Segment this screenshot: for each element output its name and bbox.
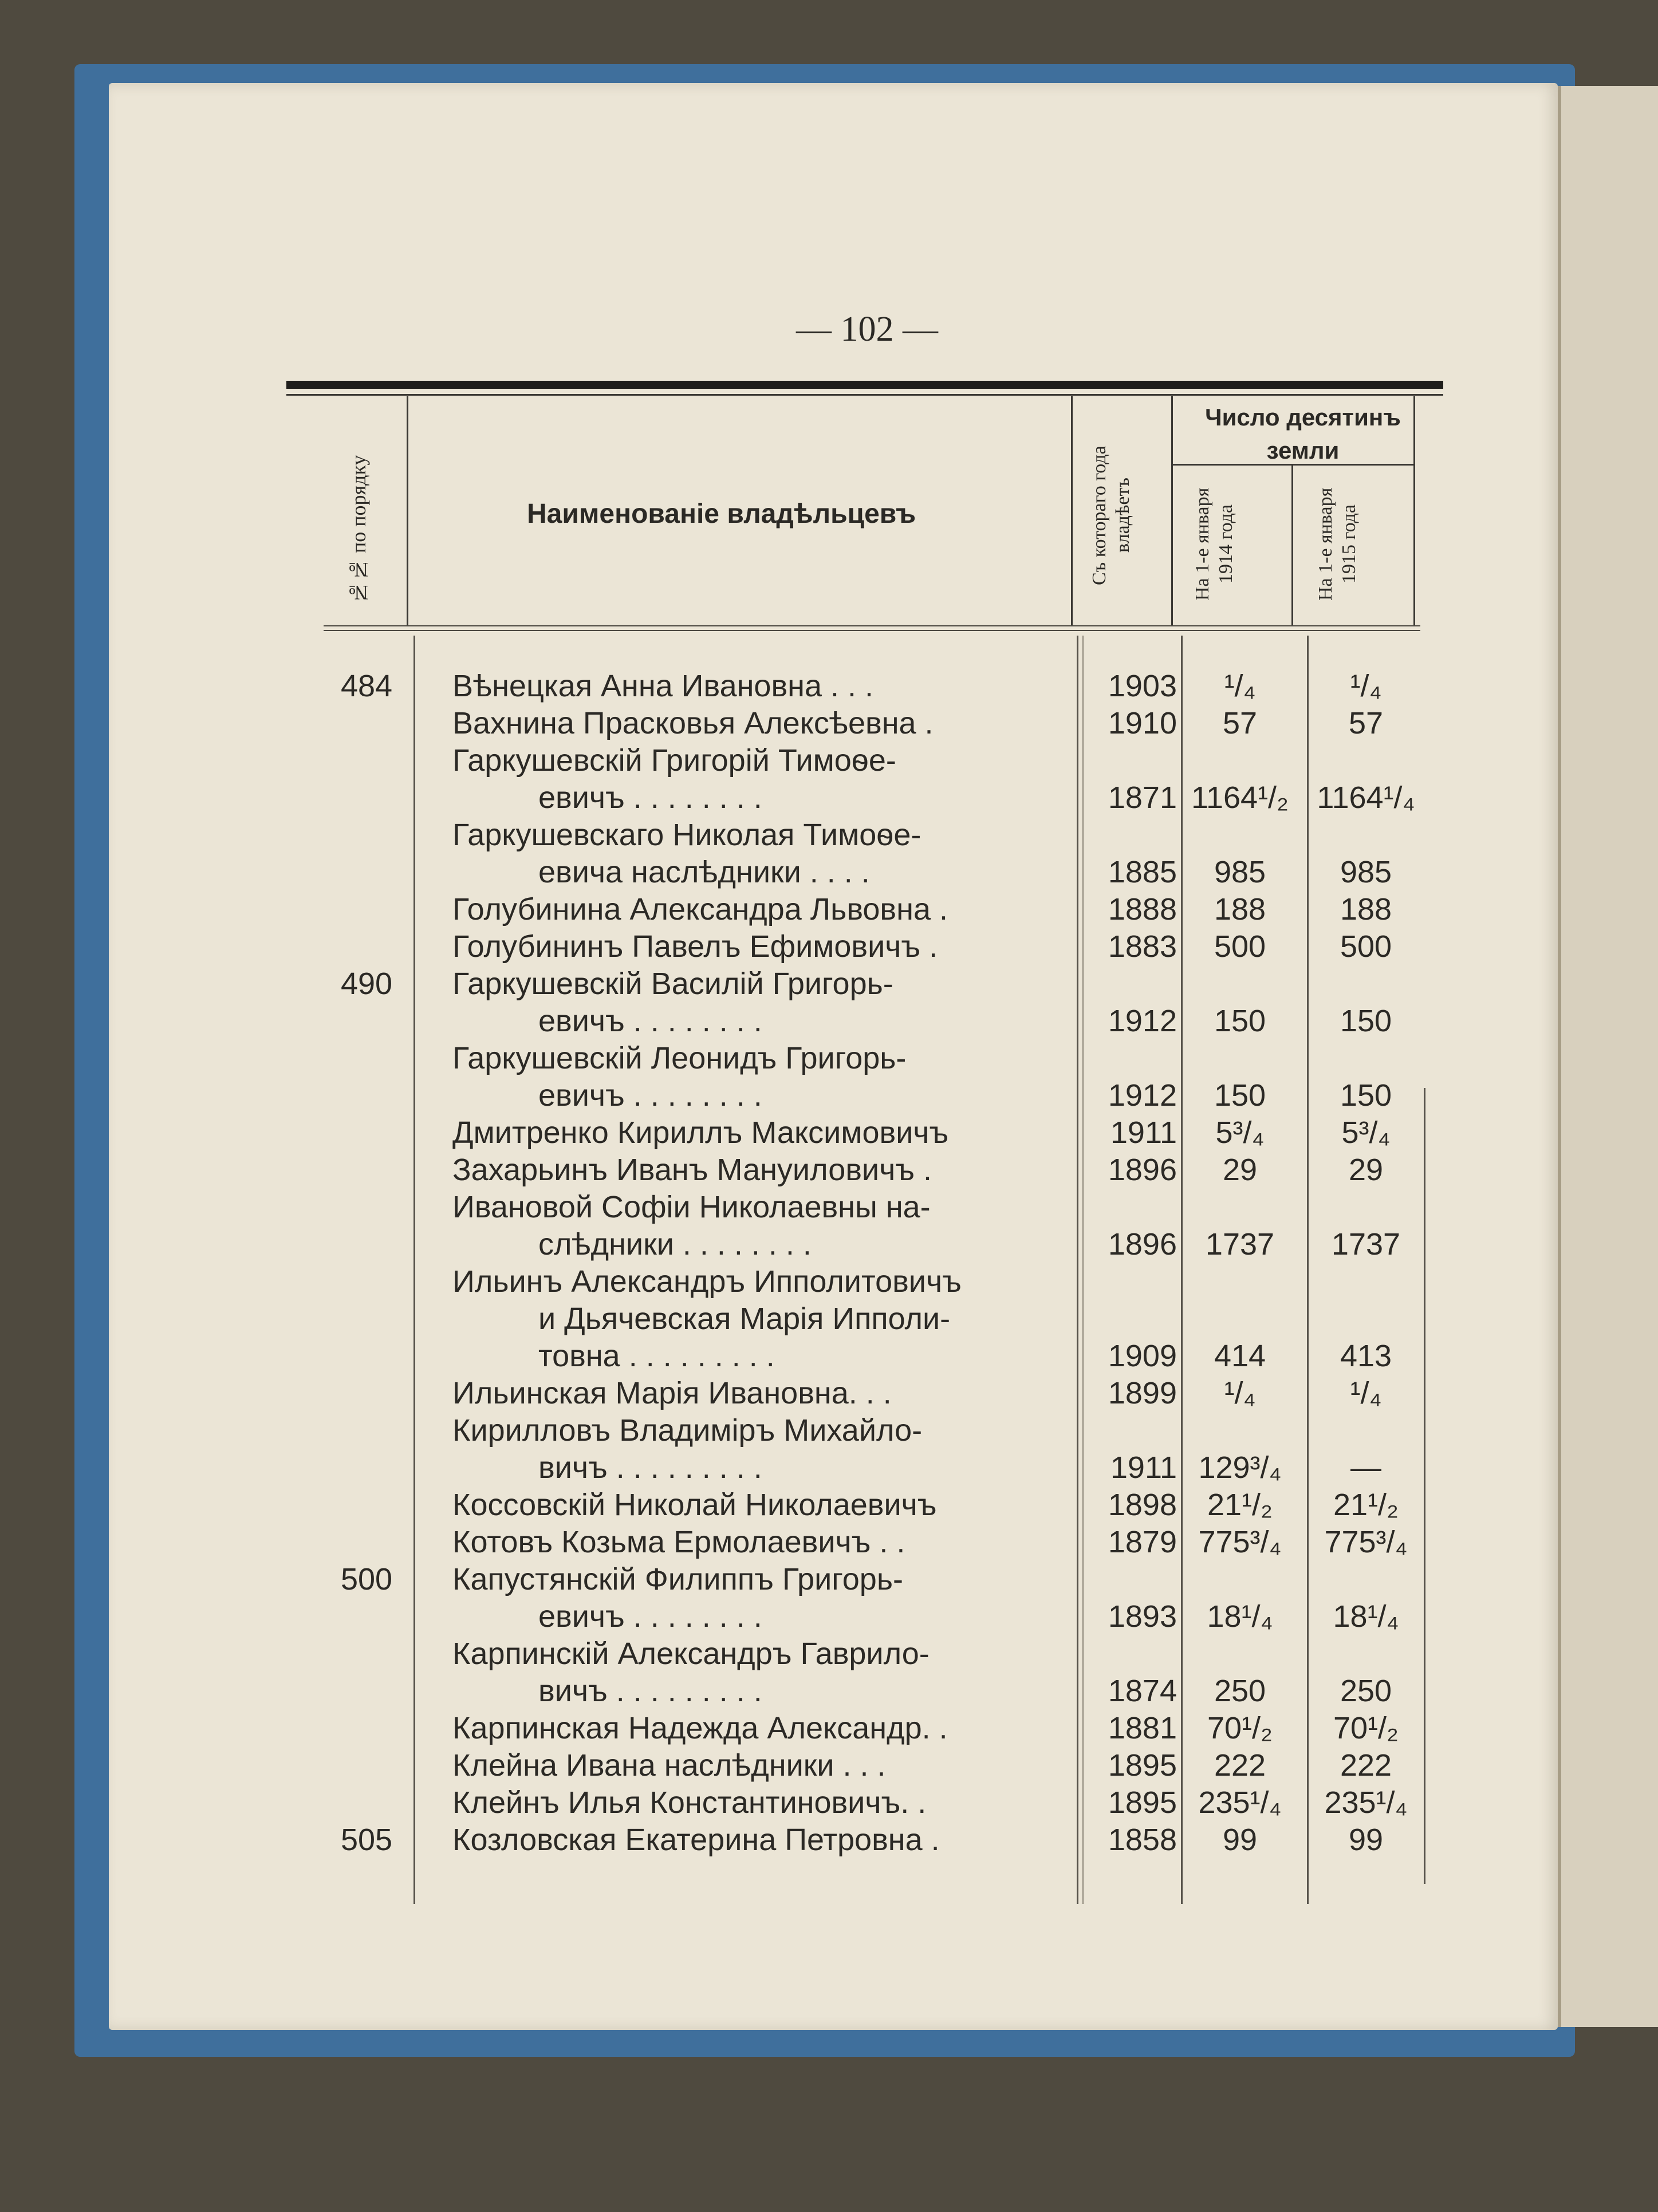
owner-name-line: евича наслѣдники . . . . [538, 855, 870, 889]
row-index: 505 [340, 1823, 393, 1857]
row-land-1914: 70¹/₂ [1207, 1711, 1273, 1745]
row-land-1914: 222 [1214, 1748, 1266, 1783]
owner-name-line: Гаркушевскаго Николая Тимоѳе- [452, 818, 921, 852]
row-year: 1896 [1108, 1227, 1177, 1261]
row-land-1914: 500 [1214, 929, 1266, 964]
row-land-1915: ¹/₄ [1350, 669, 1382, 703]
row-year: 1912 [1108, 1078, 1177, 1113]
column-line [1291, 465, 1293, 625]
row-land-1915: 150 [1340, 1078, 1392, 1113]
owner-name-line: Голубининъ Павелъ Ефимовичъ . [452, 929, 938, 964]
row-year: 1912 [1108, 1004, 1177, 1038]
header-bottom-rule [324, 630, 1420, 631]
owner-name-line: Козловская Екатерина Петровна . [452, 1823, 940, 1857]
owner-name-line: Гаркушевскій Григорій Тимоѳе- [452, 743, 896, 778]
row-year: 1899 [1108, 1376, 1177, 1410]
row-land-1914: 188 [1214, 892, 1266, 926]
row-land-1915: 250 [1340, 1674, 1392, 1708]
row-land-1915: 29 [1348, 1153, 1384, 1187]
column-line [1171, 396, 1173, 625]
row-land-1914: 29 [1222, 1153, 1258, 1187]
row-year: 1910 [1108, 706, 1177, 740]
owner-name-line: вичъ . . . . . . . . . [538, 1674, 762, 1708]
row-land-1915: 57 [1348, 706, 1384, 740]
header-name: Наименованіе владѣльцевъ [527, 499, 916, 529]
row-land-1915: 775³/₄ [1324, 1525, 1408, 1559]
owner-name-line: вичъ . . . . . . . . . [538, 1450, 762, 1485]
row-land-1914: 1164¹/₂ [1191, 780, 1289, 815]
row-land-1914: 1737 [1205, 1227, 1275, 1261]
header-jan-1915: На 1-е января 1915 года [1315, 487, 1360, 601]
row-land-1914: 985 [1214, 855, 1266, 889]
owner-name-line: евичъ . . . . . . . . [538, 1078, 762, 1113]
row-land-1914: 775³/₄ [1198, 1525, 1282, 1559]
row-land-1915: 18¹/₄ [1333, 1599, 1399, 1634]
row-land-1915: 1737 [1331, 1227, 1401, 1261]
owner-name-line: Коссовскій Николай Николаевичъ [452, 1488, 937, 1522]
row-land-1915: 150 [1340, 1004, 1392, 1038]
row-land-1915: 235¹/₄ [1324, 1785, 1408, 1820]
row-index: 500 [340, 1562, 393, 1596]
row-land-1914: ¹/₄ [1224, 1376, 1256, 1410]
row-land-1915: 500 [1340, 929, 1392, 964]
row-year: 1874 [1108, 1674, 1177, 1708]
owner-name-line: Вахнина Прасковья Алексѣевна . [452, 706, 934, 740]
owner-name-line: евичъ . . . . . . . . [538, 1004, 762, 1038]
owner-name-line: Гаркушевскій Василій Григорь- [452, 967, 893, 1001]
column-line [1071, 396, 1073, 625]
header-order: №№ по порядку [347, 455, 370, 605]
owner-name-line: Ильинъ Александръ Ипполитовичъ [452, 1264, 962, 1299]
row-land-1914: 18¹/₄ [1207, 1599, 1273, 1634]
header-rule-thick [286, 381, 1443, 389]
row-year: 1896 [1108, 1153, 1177, 1187]
row-land-1914: 99 [1222, 1823, 1258, 1857]
column-line [1077, 636, 1078, 1904]
header-rule-thin [286, 394, 1443, 396]
owner-name-line: Ивановой Софіи Николаевны на- [452, 1190, 931, 1224]
row-year: 1879 [1108, 1525, 1177, 1559]
owner-name-line: Котовъ Козьма Ермолаевичъ . . [452, 1525, 905, 1559]
owner-name-line: Кирилловъ Владиміръ Михайло- [452, 1413, 923, 1448]
row-land-1915: 99 [1348, 1823, 1384, 1857]
row-year: 1881 [1108, 1711, 1177, 1745]
owner-name-line: Капустянскій Филиппъ Григорь- [452, 1562, 903, 1596]
column-line [407, 396, 408, 625]
opposite-page-edge [1558, 86, 1658, 2027]
owner-name-line: евичъ . . . . . . . . [538, 1599, 762, 1634]
row-land-1914: 129³/₄ [1198, 1450, 1282, 1485]
row-land-1914: 57 [1222, 706, 1258, 740]
header-bottom-rule [324, 625, 1420, 626]
row-land-1915: 413 [1340, 1339, 1392, 1373]
row-land-1914: ¹/₄ [1224, 669, 1256, 703]
owner-name-line: Голубинина Александра Львовна . [452, 892, 948, 926]
owner-name-line: Клейнъ Илья Константиновичъ. . [452, 1785, 927, 1820]
owner-name-line: Захарьинъ Иванъ Мануиловичъ . [452, 1153, 932, 1187]
row-land-1915: 985 [1340, 855, 1392, 889]
page-number: — 102 — [796, 310, 938, 349]
row-land-1915: — [1350, 1450, 1381, 1485]
row-year: 1898 [1108, 1488, 1177, 1522]
row-index: 490 [340, 967, 393, 1001]
row-land-1914: 150 [1214, 1078, 1266, 1113]
row-land-1915: ¹/₄ [1350, 1376, 1382, 1410]
row-year: 1911 [1110, 1450, 1177, 1485]
row-year: 1911 [1110, 1115, 1177, 1150]
row-land-1914: 5³/₄ [1215, 1115, 1265, 1150]
owner-name-line: Карпинская Надежда Александр. . [452, 1711, 948, 1745]
owner-name-line: слѣдники . . . . . . . . [538, 1227, 812, 1261]
row-land-1915: 5³/₄ [1341, 1115, 1391, 1150]
row-year: 1885 [1108, 855, 1177, 889]
owner-name-line: Клейна Ивана наслѣдники . . . [452, 1748, 886, 1783]
owner-name-line: Гаркушевскій Леонидъ Григорь- [452, 1041, 907, 1075]
row-year: 1903 [1108, 669, 1177, 703]
row-index: 484 [340, 669, 393, 703]
row-land-1914: 150 [1214, 1004, 1266, 1038]
column-line [1082, 636, 1084, 1904]
header-since: Съ котораго года владѣетъ [1089, 445, 1133, 585]
header-jan-1914: На 1-е января 1914 года [1192, 487, 1236, 601]
row-land-1914: 250 [1214, 1674, 1266, 1708]
owner-name-line: Вѣнецкая Анна Ивановна . . . [452, 669, 874, 703]
row-land-1914: 235¹/₄ [1198, 1785, 1282, 1820]
owner-name-line: Дмитренко Кириллъ Максимовичъ [452, 1115, 949, 1150]
owner-name-line: и Дьячевская Марія Ипполи- [538, 1302, 951, 1336]
row-year: 1895 [1108, 1785, 1177, 1820]
row-year: 1895 [1108, 1748, 1177, 1783]
row-year: 1871 [1108, 780, 1177, 815]
row-land-1915: 70¹/₂ [1333, 1711, 1399, 1745]
row-year: 1858 [1108, 1823, 1177, 1857]
row-land-1915: 222 [1340, 1748, 1392, 1783]
row-land-1915: 1164¹/₄ [1317, 780, 1415, 815]
owner-name-line: евичъ . . . . . . . . [538, 780, 762, 815]
column-line [413, 636, 415, 1904]
row-year: 1883 [1108, 929, 1177, 964]
row-land-1915: 21¹/₂ [1333, 1488, 1399, 1522]
owner-name-line: Ильинская Марія Ивановна. . . [452, 1376, 892, 1410]
row-land-1914: 414 [1214, 1339, 1266, 1373]
row-year: 1888 [1108, 892, 1177, 926]
row-year: 1893 [1108, 1599, 1177, 1634]
row-land-1914: 21¹/₂ [1207, 1488, 1273, 1522]
row-land-1915: 188 [1340, 892, 1392, 926]
header-land: Число десятинъ земли [1205, 404, 1401, 464]
owner-name-line: Карпинскій Александръ Гаврило- [452, 1637, 930, 1671]
row-year: 1909 [1108, 1339, 1177, 1373]
owner-name-line: товна . . . . . . . . . [538, 1339, 775, 1373]
